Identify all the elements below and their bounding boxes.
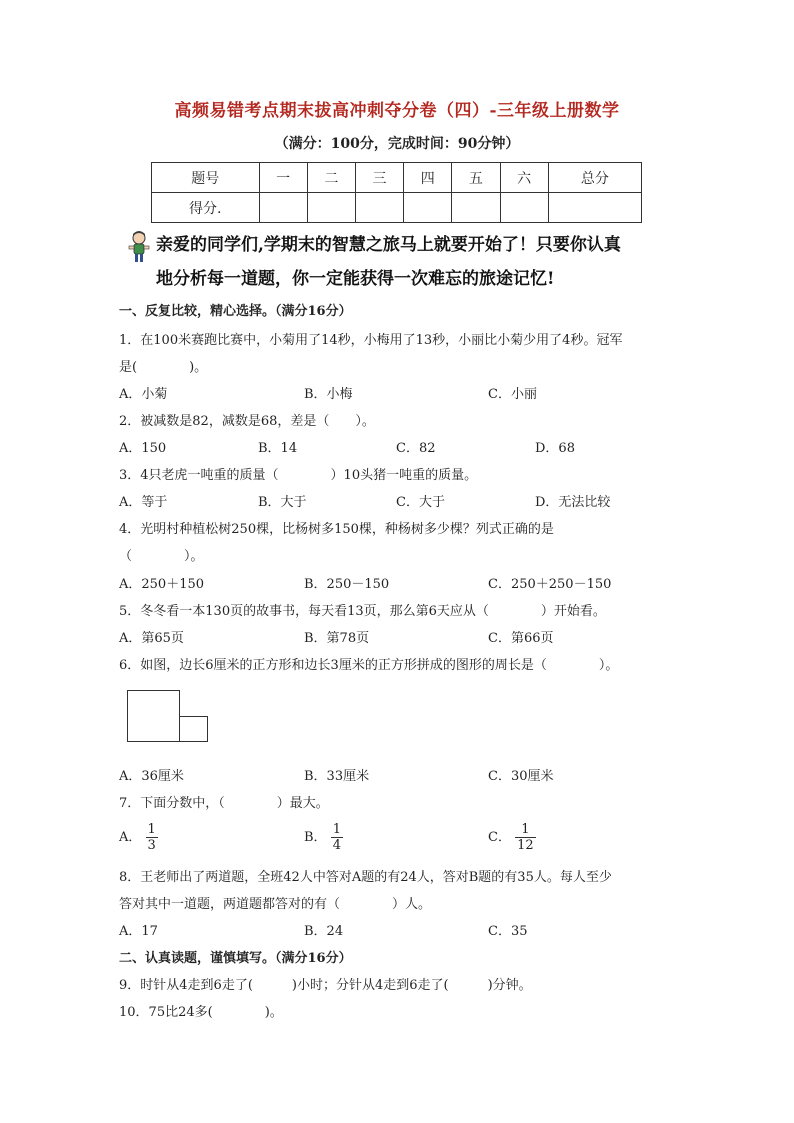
question-1-text: 是( )。 (119, 360, 208, 375)
fraction (331, 822, 343, 853)
question-3-option-c: C．大于 (396, 495, 445, 510)
exam-subtitle: （满分：100分，完成时间：90分钟） (274, 136, 520, 152)
fraction-denominator: 4 (332, 838, 341, 853)
question-6-option-b: B．33厘米 (304, 769, 370, 784)
small-square-figure (180, 716, 208, 742)
question-4-option-b: B．250－150 (304, 577, 390, 592)
fraction-denominator: 3 (147, 838, 156, 853)
option-label: C． (488, 830, 511, 845)
exam-title: 高频易错考点期末拔高冲刺夺分卷（四）-三年级上册数学 (174, 101, 620, 121)
section-2-title: 二、认真读题，谨慎填写。（满分16分） (119, 951, 352, 966)
question-1-option-c: C．小丽 (488, 387, 537, 402)
question-9-text: 9．时针从4走到6走了( )小时；分针从4走到6走了( )分钟。 (119, 978, 532, 993)
question-3-option-a: A．等于 (119, 495, 168, 510)
question-2-option-b: B．14 (258, 441, 298, 456)
question-2-option-c: C．82 (396, 441, 436, 456)
question-2-option-a: A．150 (119, 441, 167, 456)
fraction (146, 822, 158, 853)
question-3-text: 3．4只老虎一吨重的质量（ ）10头猪一吨重的质量。 (119, 468, 478, 483)
fraction (515, 822, 536, 853)
score-cell[interactable] (307, 193, 355, 223)
fraction-numerator: 1 (147, 822, 156, 837)
student-mascot-icon (126, 230, 152, 264)
section-1-title: 一、反复比较，精心选择。（满分16分） (119, 304, 352, 319)
intro-line-2: 地分析每一道题，你一定能获得一次难忘的旅途记忆! (156, 269, 555, 289)
question-8-option-a: A．17 (119, 924, 158, 939)
score-table-header-row (152, 163, 642, 193)
score-header-cell: 二 (307, 163, 355, 193)
score-header-cell: 六 (500, 163, 548, 193)
question-7-option-c (488, 822, 536, 853)
question-5-option-a: A．第65页 (119, 631, 184, 646)
score-cell[interactable] (355, 193, 403, 223)
question-5-text: 5．冬冬看一本130页的故事书，每天看13页，那么第6天应从（ ）开始看。 (119, 604, 606, 619)
question-8-text: 答对其中一道题，两道题都答对的有（ ）人。 (119, 897, 432, 912)
question-10-text: 10．75比24多( )。 (119, 1005, 283, 1020)
question-1-text: 1．在100米赛跑比赛中，小菊用了14秒，小梅用了13秒，小丽比小菊少用了4秒。冠军 (119, 333, 623, 348)
question-1-option-b: B．小梅 (304, 387, 353, 402)
score-header-cell: 三 (355, 163, 403, 193)
question-4-text: （ ）。 (119, 549, 204, 564)
score-header-cell: 题号 (152, 163, 260, 193)
score-row-label: 得分. (152, 193, 260, 223)
score-cell[interactable] (259, 193, 307, 223)
score-header-cell: 五 (452, 163, 500, 193)
question-1-option-a: A．小菊 (119, 387, 168, 402)
score-cell[interactable] (404, 193, 452, 223)
question-4-option-a: A．250＋150 (119, 577, 205, 592)
score-table (151, 162, 642, 223)
big-square-figure (127, 690, 180, 742)
question-5-option-b: B．第78页 (304, 631, 370, 646)
score-cell[interactable] (500, 193, 548, 223)
question-6-text: 6．如图，边长6厘米的正方形和边长3厘米的正方形拼成的图形的周长是（ ）。 (119, 658, 619, 673)
question-8-option-b: B．24 (304, 924, 344, 939)
question-5-option-c: C．第66页 (488, 631, 554, 646)
score-header-cell: 总分 (548, 163, 641, 193)
question-6-option-c: C．30厘米 (488, 769, 554, 784)
score-cell[interactable] (452, 193, 500, 223)
score-header-cell: 四 (404, 163, 452, 193)
fraction-denominator: 12 (517, 838, 534, 853)
score-header-cell: 一 (259, 163, 307, 193)
question-6-option-a: A．36厘米 (119, 769, 184, 784)
question-2-text: 2．被减数是82，减数是68，差是（ ）。 (119, 414, 375, 429)
intro-line-1: 亲爱的同学们,学期末的智慧之旅马上就要开始了！只要你认真 (156, 235, 621, 255)
question-7-option-a (119, 822, 158, 853)
question-7-option-b (304, 822, 343, 853)
fraction-numerator: 1 (332, 822, 341, 837)
score-cell[interactable] (548, 193, 641, 223)
fraction-numerator: 1 (515, 822, 536, 838)
score-table-score-row (152, 193, 642, 223)
question-4-option-c: C．250＋250－150 (488, 577, 612, 592)
question-8-option-c: C．35 (488, 924, 528, 939)
option-label: A． (119, 830, 142, 845)
question-3-option-d: D．无法比较 (535, 495, 611, 510)
question-4-text: 4．光明村种植松树250棵，比杨树多150棵，种杨树多少棵？列式正确的是 (119, 522, 554, 537)
question-3-option-b: B．大于 (258, 495, 307, 510)
question-7-text: 7．下面分数中，（ ）最大。 (119, 796, 329, 811)
question-2-option-d: D．68 (535, 441, 575, 456)
option-label: B． (304, 830, 327, 845)
question-8-text: 8．王老师出了两道题，全班42人中答对A题的有24人，答对B题的有35人。每人至少 (119, 870, 612, 885)
